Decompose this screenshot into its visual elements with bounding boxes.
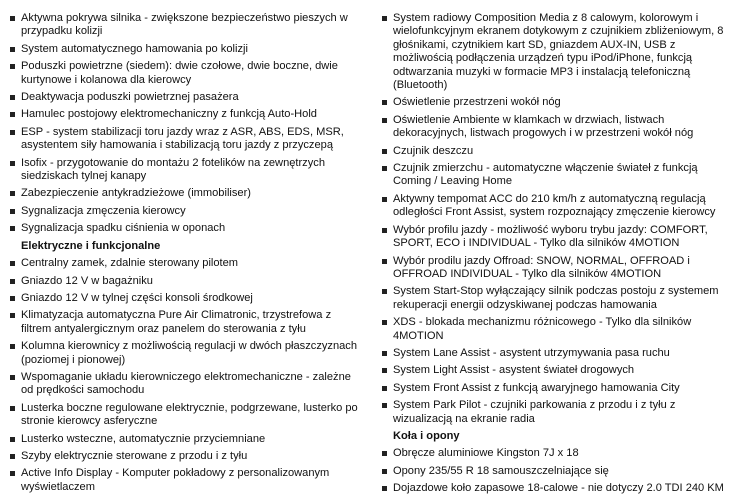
list-item: Dojazdowe koło zapasowe 18-calowe - nie dotyczy 2.0 TDI 240 KM: [380, 482, 730, 495]
section-heading-electric: Elektryczne i funkcjonalne: [21, 239, 161, 252]
list-item: Sygnalizacja spadku ciśnienia w oponach: [8, 222, 360, 235]
list-item: Lusterko wsteczne, automatycznie przyciemniane: [8, 433, 360, 446]
list-item: System Lane Assist - asystent utrzymywania pasa ruchu: [380, 347, 730, 360]
list-item: Aktywny tempomat ACC do 210 km/h z automatyczną regulacją odległości Front Assist, system rozpoznający zmęczenie kierowcy: [380, 193, 730, 220]
list-item: Wspomaganie układu kierowniczego elektromechaniczne - zależne od prędkości samochodu: [8, 371, 360, 398]
list-item: Kolumna kierownicy z możliwością regulacji w dwóch płaszczyznach (poziomej i pionowej): [8, 340, 360, 367]
list-item: Hamulec postojowy elektromechaniczny z funkcją Auto-Hold: [8, 108, 360, 121]
list-item: Szyby elektrycznie sterowane z przodu i z tyłu: [8, 450, 360, 463]
list-item: System Start-Stop wyłączający silnik podczas postoju z systemem rekuperacji energii odzyskiwanej podczas hamowania: [380, 285, 730, 312]
list-item: Obręcze aluminiowe Kingston 7J x 18: [380, 447, 730, 460]
list-item: Klimatyzacja automatyczna Pure Air Climatronic, trzystrefowa z filtrem antyalergicznym oraz panelem do sterowania z tyłu: [8, 309, 360, 336]
list-item: Lusterka boczne regulowane elektrycznie, podgrzewane, lusterko po stronie kierowcy asferyczne: [8, 402, 360, 429]
list-item: Active Info Display - Komputer pokładowy z personalizowanym wyświetlaczem: [8, 467, 360, 494]
list-item: Wybór profilu jazdy - możliwość wyboru trybu jazdy: COMFORT, SPORT, ECO i INDIVIDUAL - Tylko dla silników 4MOTION: [380, 224, 730, 251]
list-item: Deaktywacja poduszki powietrznej pasażera: [8, 91, 360, 104]
left-column: [8, 12, 360, 494]
list-item: System Front Assist z funkcją awaryjnego hamowania City: [380, 382, 730, 395]
list-item: System radiowy Composition Media z 8 calowym, kolorowym i wielofunkcyjnym ekranem dotykowym z czujnikiem zbliżeniowym, 8 głośnikami, czytnikiem kart SD, gniazdem AUX-IN, USB z możliwością podłączenia urządzeń typu iPod/iPhone, funkcją odtwarzania muzyki w formacie MP3 i instalacją telefoniczną (Bluetooth): [380, 12, 730, 92]
section-heading-wheels: Koła i opony: [393, 429, 460, 442]
list-item: Wybór prodilu jazdy Offroad: SNOW, NORMAL, OFFROAD i OFFROAD INDIVIDUAL - Tylko dla silników 4MOTION: [380, 255, 730, 282]
list-item: Gniazdo 12 V w bagażniku: [8, 275, 360, 288]
list-item: Oświetlenie Ambiente w klamkach w drzwiach, listwach dekoracyjnych, listwach progowych i w przestrzeni wokół nóg: [380, 114, 730, 141]
list-item: Czujnik deszczu: [380, 145, 730, 158]
list-item: ESP - system stabilizacji toru jazdy wraz z ASR, ABS, EDS, MSR, asystentem siły hamowania i stabilizacją toru jazdy z przyczepą: [8, 126, 360, 153]
list-item: System Park Pilot - czujniki parkowania z przodu i z tyłu z wizualizacją na ekranie radia: [380, 399, 730, 426]
list-item: System automatycznego hamowania po kolizji: [8, 43, 360, 56]
list-item: Centralny zamek, zdalnie sterowany pilotem: [8, 257, 360, 270]
list-item: XDS - blokada mechanizmu różnicowego - Tylko dla silników 4MOTION: [380, 316, 730, 343]
list-item: System Light Assist - asystent świateł drogowych: [380, 364, 730, 377]
list-item: Poduszki powietrzne (siedem): dwie czołowe, dwie boczne, dwie kurtynowe i kolanowa dla kierowcy: [8, 60, 360, 87]
list-item: Gniazdo 12 V w tylnej części konsoli środkowej: [8, 292, 360, 305]
list-item: Opony 235/55 R 18 samouszczelniające się: [380, 465, 730, 478]
list-item: Czujnik zmierzchu - automatyczne włączenie świateł z funkcją Coming / Leaving Home: [380, 162, 730, 189]
list-item: Aktywna pokrywa silnika - zwiększone bezpieczeństwo pieszych w przypadku kolizji: [8, 12, 360, 39]
list-item: Zabezpieczenie antykradzieżowe (immobiliser): [8, 187, 360, 200]
right-column: [380, 12, 730, 500]
list-item: Sygnalizacja zmęczenia kierowcy: [8, 205, 360, 218]
list-item: Isofix - przygotowanie do montażu 2 fotelików na zewnętrzych siedziskach tylnej kanapy: [8, 157, 360, 184]
list-item: Oświetlenie przestrzeni wokół nóg: [380, 96, 730, 109]
